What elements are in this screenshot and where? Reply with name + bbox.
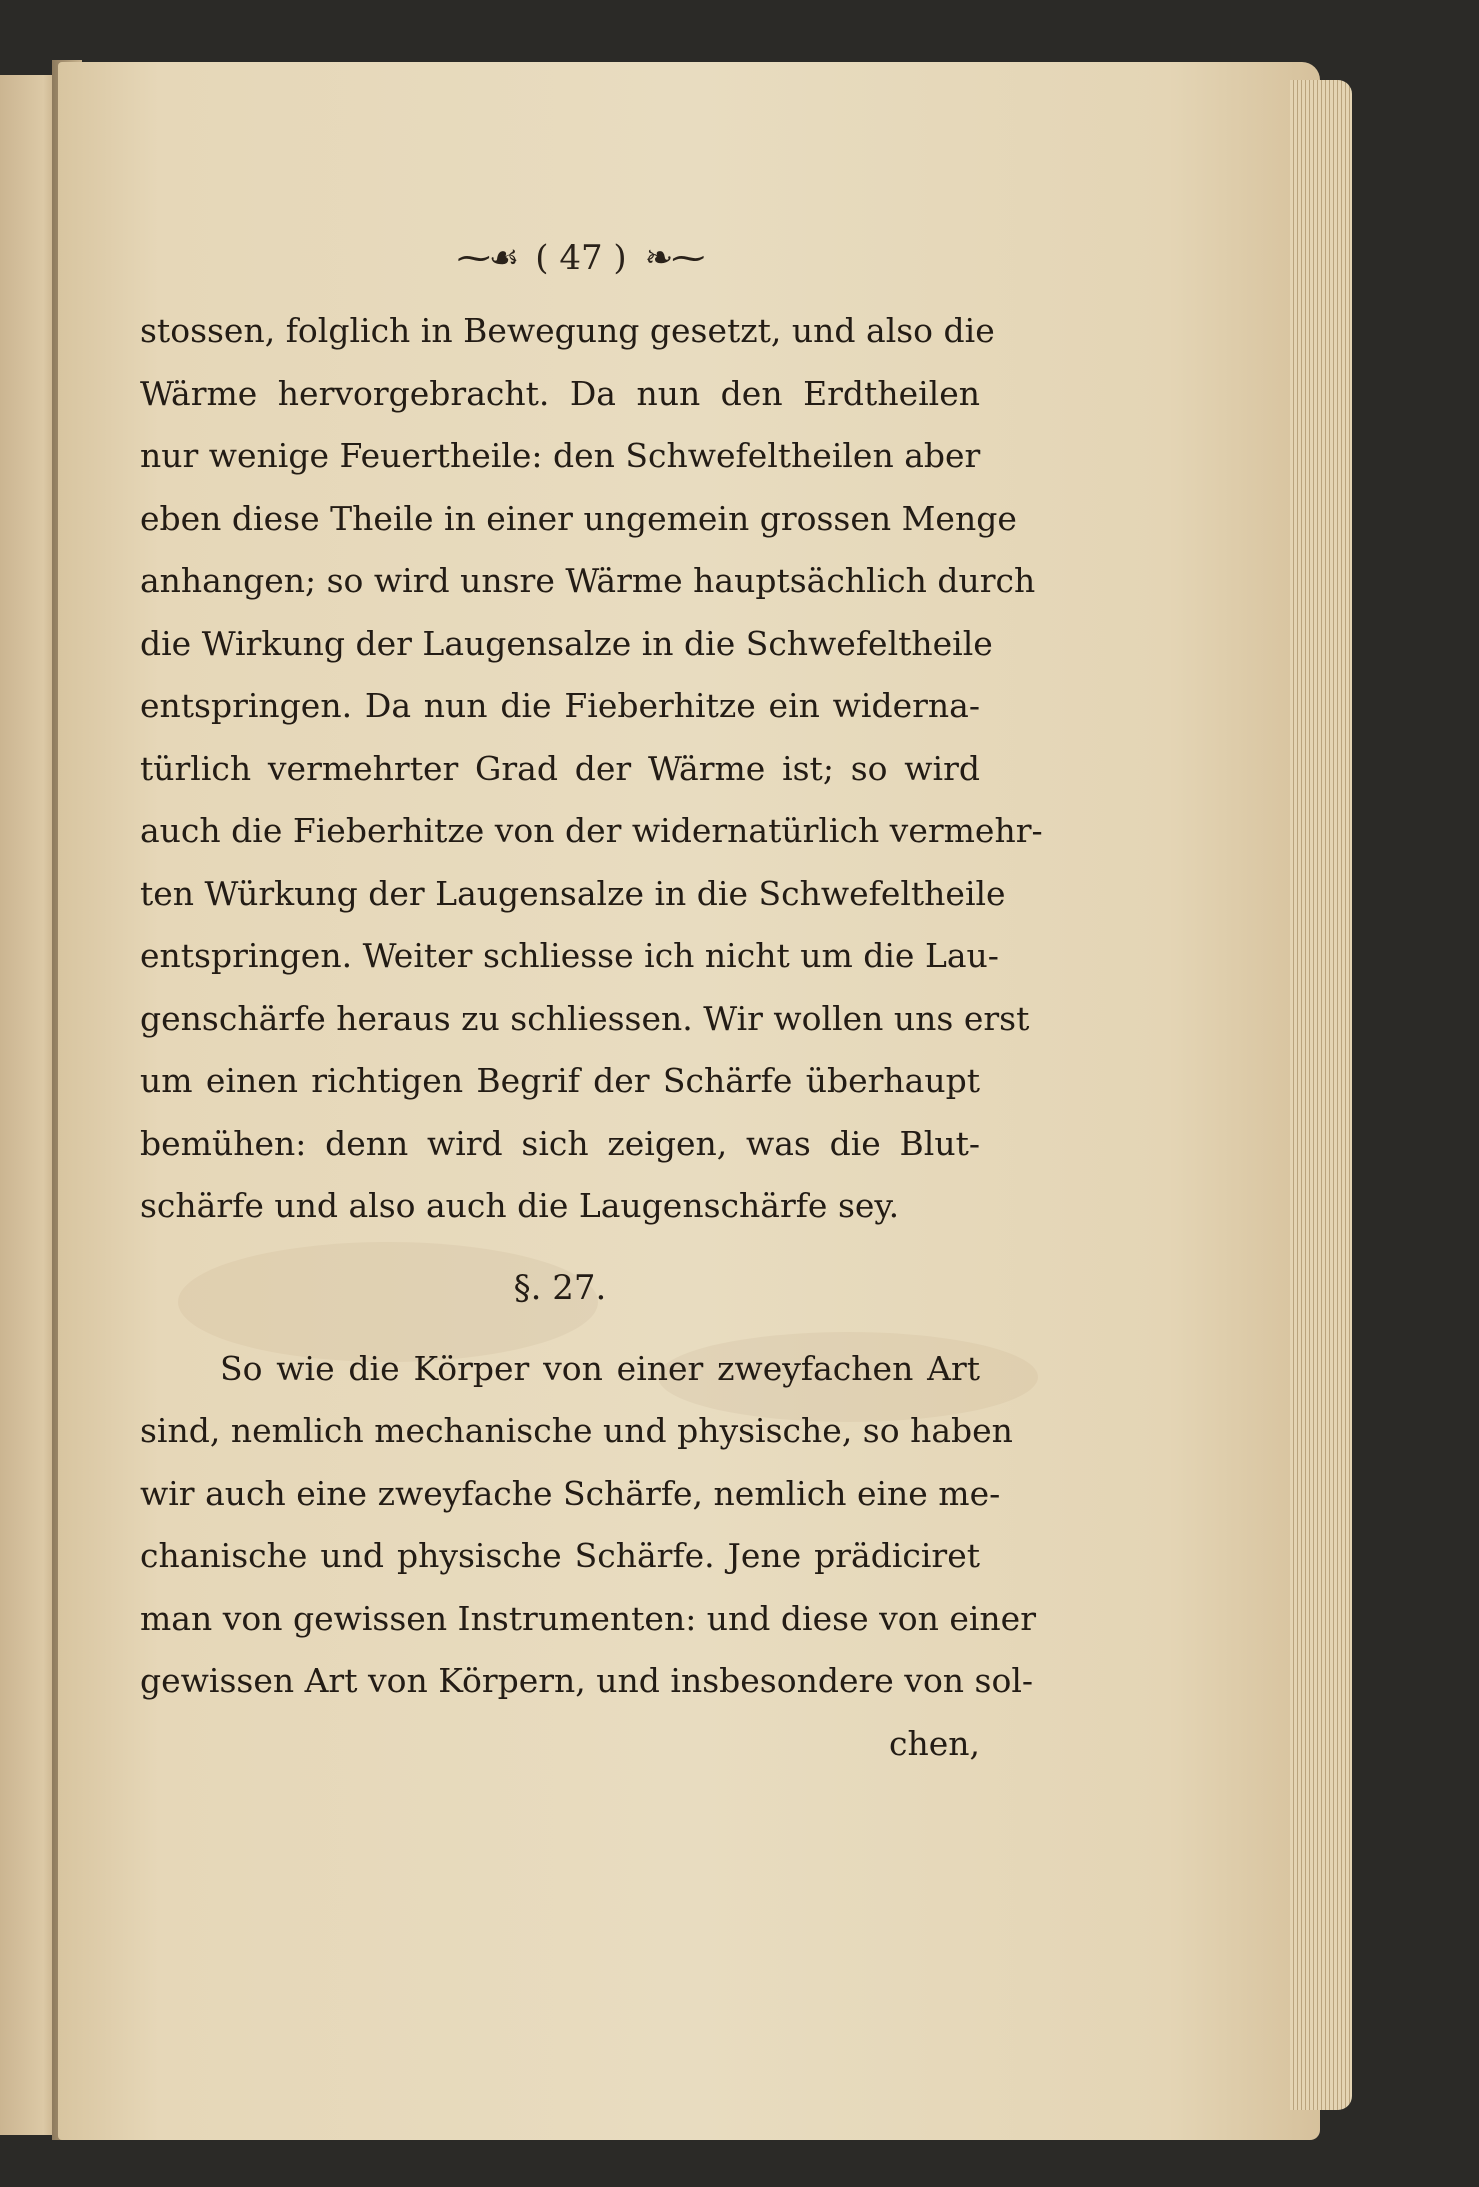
page-number: ( 47 ) [535, 238, 627, 278]
text-line: auch die Fieberhitze von der widernatürlich vermehr- [140, 811, 1043, 850]
body-text [140, 300, 1043, 1775]
text-line: man von gewissen Instrumenten: und diese von einer [140, 1598, 1036, 1638]
ornament-left: ⁓☙ [456, 238, 518, 278]
text-line: schärfe und also auch die Laugenschärfe sey. [140, 1186, 900, 1225]
text-line: entspringen. Weiter schliesse ich nicht um die Lau- [140, 936, 999, 975]
section-heading: §. 27. [513, 1267, 607, 1308]
text-line: wir auch eine zweyfache Schärfe, nemlich eine me- [140, 1473, 1001, 1513]
ornament-right: ❧⁓ [644, 238, 704, 278]
text-line: So wie die Körper von einer zweyfachen Art [220, 1348, 980, 1388]
text-line: anhangen; so wird unsre Wärme hauptsächlich durch [140, 561, 1036, 600]
page-edges [1290, 80, 1352, 2110]
catchword: chen, [888, 1723, 980, 1763]
text-line: türlich vermehrter Grad der Wärme ist; so wird [140, 748, 980, 788]
text-line: genschärfe heraus zu schliessen. Wir wollen uns erst [140, 998, 1030, 1038]
text-line: eben diese Theile in einer ungemein grossen Menge [140, 498, 1017, 538]
text-line: bemühen: denn wird sich zeigen, was die Blut- [140, 1123, 980, 1163]
text-line: Wärme hervorgebracht. Da nun den Erdtheilen [140, 373, 980, 413]
text-line: chanische und physische Schärfe. Jene prädiciret [140, 1536, 980, 1575]
text-line: ten Würkung der Laugensalze in die Schwefeltheile [140, 873, 1006, 913]
page-header [400, 228, 760, 288]
text-line: stossen, folglich in Bewegung gesetzt, und also die [140, 311, 995, 350]
text-line: die Wirkung der Laugensalze in die Schwefeltheile [140, 623, 993, 663]
text-line: entspringen. Da nun die Fieberhitze ein widerna- [140, 686, 980, 725]
text-line: nur wenige Feuertheile: den Schwefeltheilen aber [140, 436, 981, 475]
text-line: sind, nemlich mechanische und physische, so haben [140, 1411, 1013, 1450]
text-line: um einen richtigen Begrif der Schärfe überhaupt [140, 1061, 980, 1100]
text-line: gewissen Art von Körpern, und insbesondere von sol- [140, 1661, 1034, 1700]
